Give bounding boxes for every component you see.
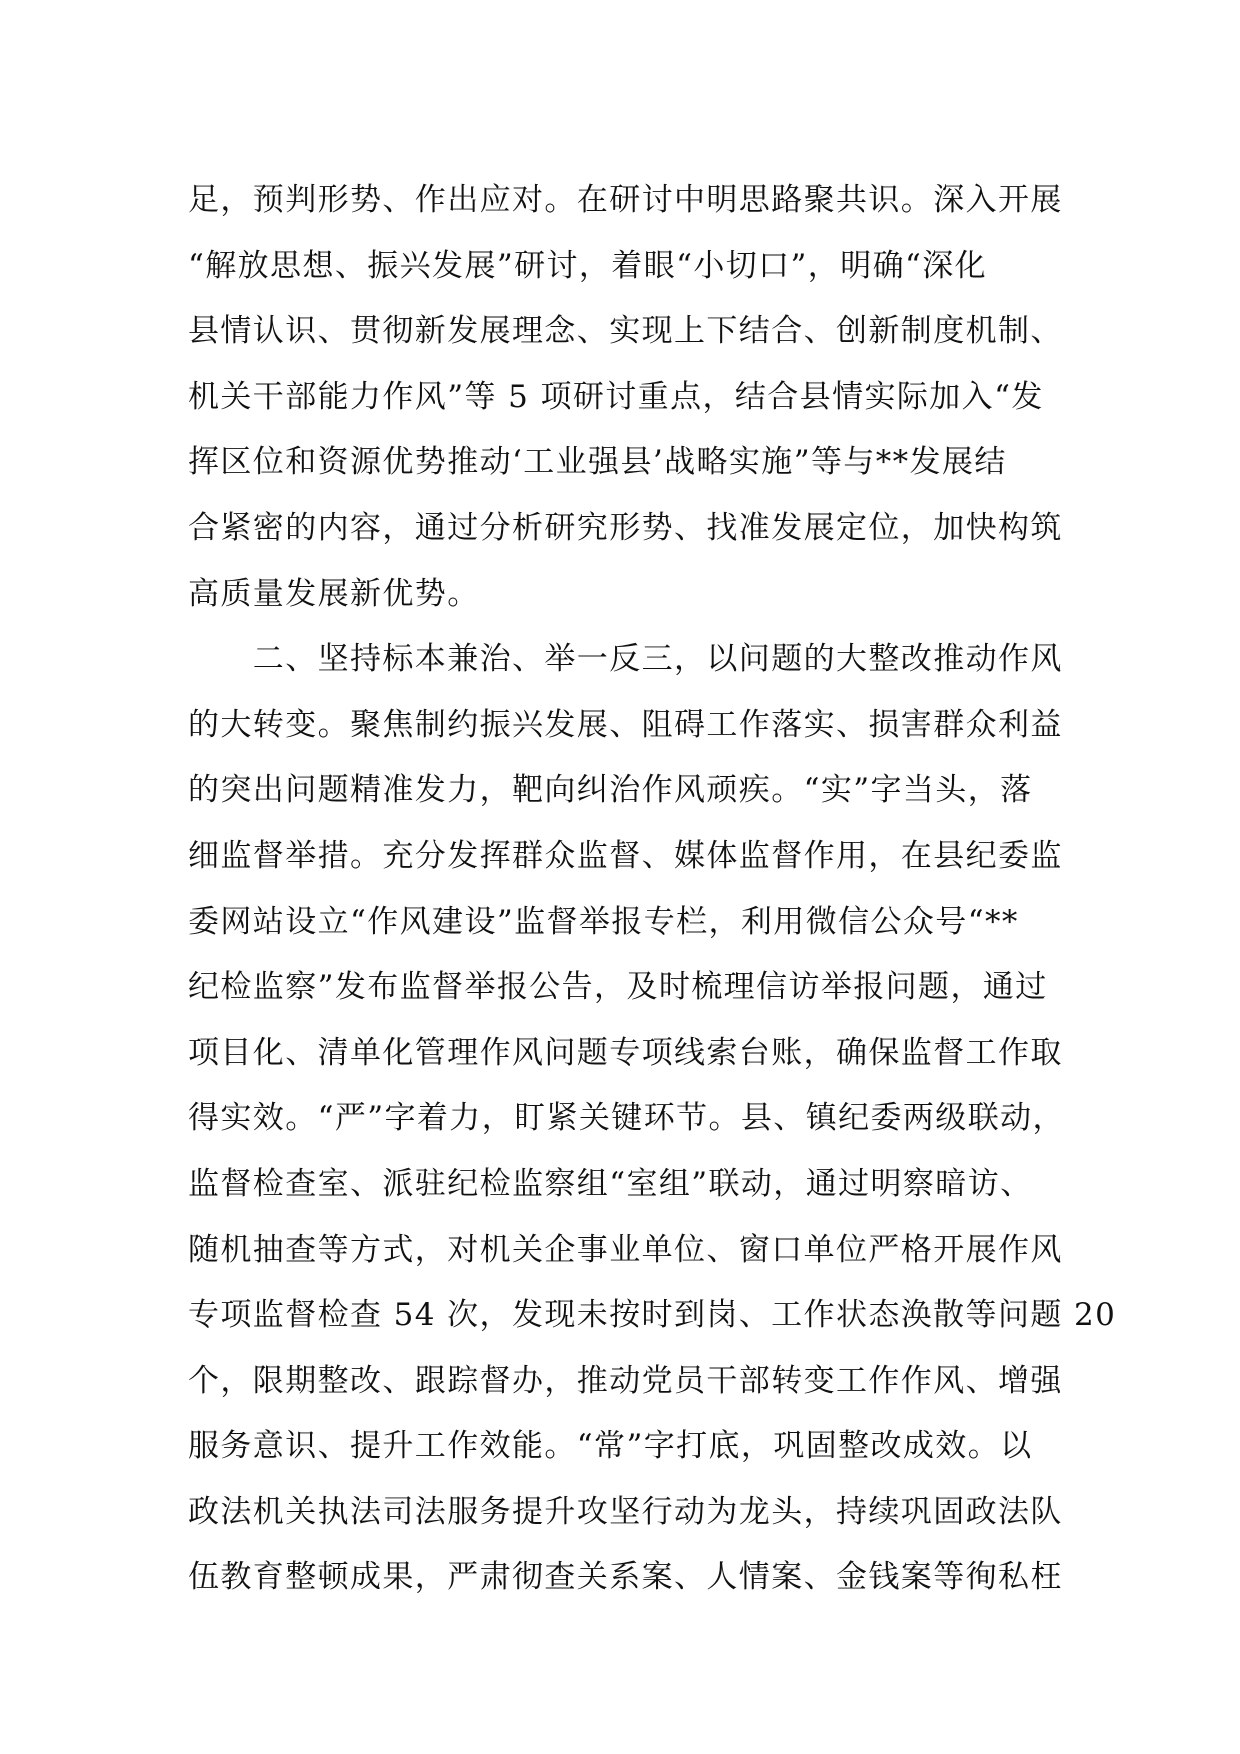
text-line: 政法机关执法司法服务提升攻坚行动为龙头，持续巩固政法队 (188, 1493, 1063, 1530)
text-line: 纪检监察”发布监督举报公告，及时梳理信访举报问题，通过 (188, 969, 1048, 1006)
text-line: 伍教育整顿成果，严肃彻查关系案、人情案、金钱案等徇私枉 (188, 1559, 1063, 1596)
text-line: 委网站设立“作风建设”监督举报专栏，利用微信公众号“** (188, 903, 1019, 940)
text-line: “解放思想、振兴发展”研讨，着眼“小切口”，明确“深化 (188, 247, 988, 284)
text-line: 县情认识、贯彻新发展理念、实现上下结合、创新制度机制、 (188, 313, 1063, 350)
text-line: 个，限期整改、跟踪督办，推动党员干部转变工作作风、增强 (188, 1362, 1063, 1399)
section-heading-line: 二、坚持标本兼治、举一反三，以问题的大整改推动作风 (188, 641, 1063, 678)
text-line: 足，预判形势、作出应对。在研讨中明思路聚共识。深入开展 (188, 182, 1063, 218)
text-line: 挥区位和资源优势推动‘工业强县’战略实施”等与**发展结 (188, 444, 1007, 481)
body-text (188, 168, 1117, 1611)
text-line: 的大转变。聚焦制约振兴发展、阻碍工作落实、损害群众利益 (188, 706, 1063, 743)
text-line: 细监督举措。充分发挥群众监督、媒体监督作用，在县纪委监 (188, 837, 1063, 874)
text-line: 监督检查室、派驻纪检监察组“室组”联动，通过明察暗访、 (188, 1165, 1033, 1202)
text-line: 机关干部能力作风”等 5 项研讨重点，结合县情实际加入“发 (188, 378, 1044, 415)
text-line: 高质量发展新优势。 (188, 575, 480, 612)
text-line: 随机抽查等方式，对机关企事业单位、窗口单位严格开展作风 (188, 1231, 1063, 1268)
text-line: 服务意识、提升工作效能。“常”字打底，巩固整改成效。以 (188, 1428, 1033, 1465)
text-line: 得实效。“严”字着力，盯紧关键环节。县、镇纪委两级联动， (188, 1100, 1065, 1137)
text-line: 项目化、清单化管理作风问题专项线索台账，确保监督工作取 (188, 1034, 1063, 1071)
text-line: 的突出问题精准发力，靶向纠治作风顽疾。“实”字当头，落 (188, 772, 1033, 809)
text-line: 专项监督检查 54 次，发现未按时到岗、工作状态涣散等问题 20 (188, 1297, 1117, 1334)
text-line: 合紧密的内容，通过分析研究形势、找准发展定位，加快构筑 (188, 509, 1063, 546)
